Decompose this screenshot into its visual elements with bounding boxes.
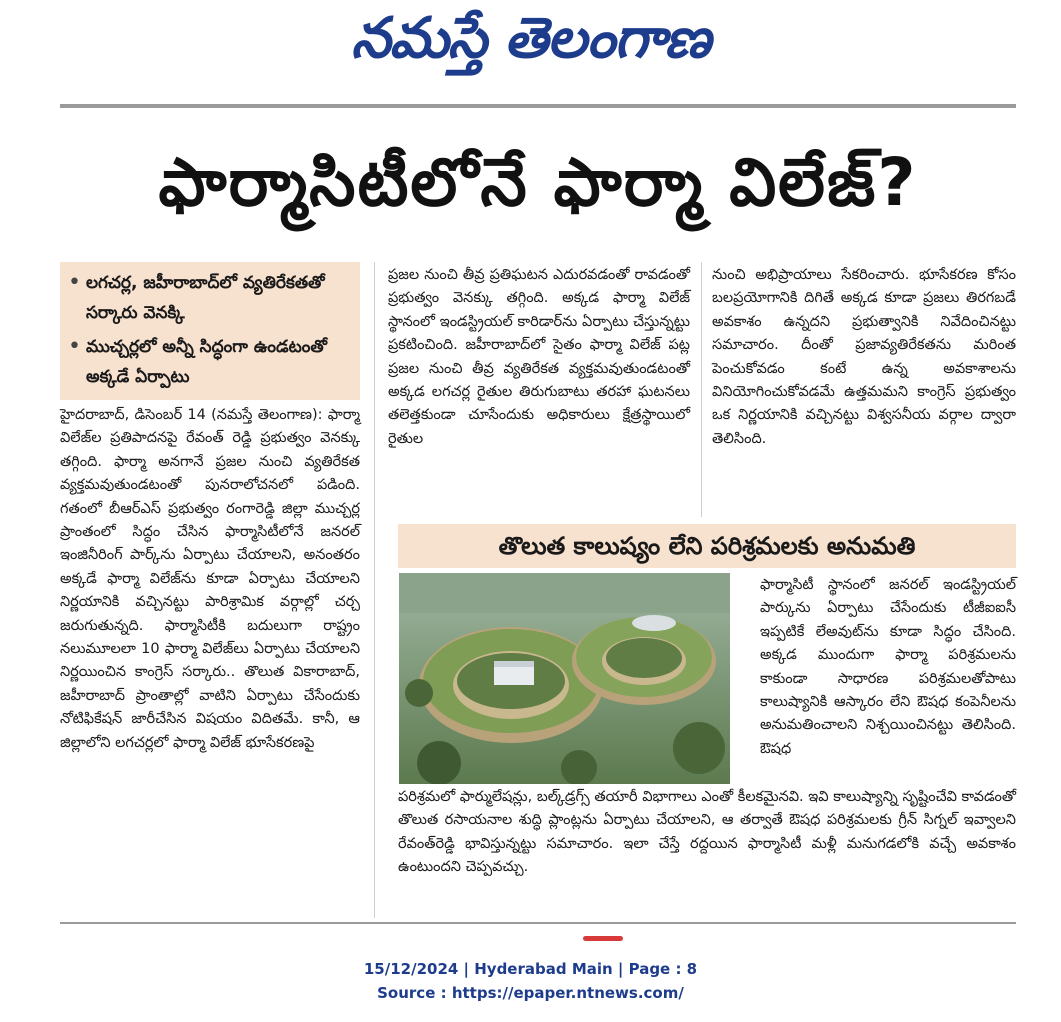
- article-text: హైదరాబాద్, డిసెంబర్ 14 (నమస్తే తెలంగాణ): ఫార్మా విలేజ్‌ల ప్రతిపాదనపై రేవంత్ రెడ్డి ప్రభుత్వం వెనక్కు తగ్గింది. ఫార్మా అనగానే ప్రజల నుంచి వ్యతిరేకత వ్యక్తమవుతుండటంతో పునరాలోచనలో పడింది. గతంలో బీఆర్‌ఎస్ ప్రభుత్వం రంగారెడ్డి జిల్లా ముచ్చర్ల ప్రాంతంలో సిద్ధం చేసిన ఫార్మాసిటీలోనే జనరల్ ఇంజినీరింగ్ పార్క్‌ను ఏర్పాటు చేయాలని, అనంతరం అక్కడే ఫార్మా విలేజ్‌ను కూడా ఏర్పాటు చేయాలని నిర్ణయానికి వచ్చినట్టు పారిశ్రామిక వర్గాల్లో చర్చ జరుగుతున్నది. ఫార్మాసిటీకి బదులుగా రాష్ట్రం నలుమూలలా 10 ఫార్మా విలేజ్‌లు ఏర్పాటు చేయాలని నిర్ణయించిన కాంగ్రెస్ సర్కారు.. తొలుత వికారాబాద్, జహీరాబాద్ ప్రాంతాల్లో వాటిని ఏర్పాటు చేసేందుకు నోటిఫికేషన్ జారీచేసిన విషయం విదితమే. కానీ, ఆ జిల్లాలోని లగచర్లలో ఫార్మా విలేజ్ భూసేకరణపై: [60, 407, 360, 751]
- page-marker: [583, 936, 623, 941]
- bottom-rule: [60, 922, 1016, 924]
- article-text: పరిశ్రమలో ఫార్ములేషన్లు, బల్క్‌డ్రగ్స్ తయారీ విభాగాలు ఎంతో కీలకమైనవి. ఇవి కాలుష్యాన్ని సృష్టించేవి కావడంతో తొలుత రసాయనాల శుద్ధి ప్లాంట్లను ఏర్పాటు చేయాలని, ఆ తర్వాతే ఔషధ పరిశ్రమలకు గ్రీన్ సిగ్నల్ ఇవ్వాలని రేవంత్‌రెడ్డి భావిస్తున్నట్టు సమాచారం. ఇలా చేస్తే రద్దయిన ఫార్మాసిటీ మళ్లీ మనుగడలోకి వచ్చే అవకాశం ఉంటుందని చెప్పవచ్చు.: [398, 789, 1016, 876]
- masthead: [0, 0, 1061, 95]
- highlight-item: [68, 268, 360, 328]
- article-text: నుంచి అభిప్రాయాలు సేకరించారు. భూసేకరణ కోసం బలప్రయోగానికి దిగితే అక్కడ కూడా ప్రజలు తిరగబడే అవకాశం ఉన్నదని ప్రభుత్వానికి నివేదించినట్టు సమాచారం. దీంతో ప్రజావ్యతిరేకతను మరింత పెంచుకోవడం కంటే ఉన్న అవకాశాలను వినియోగించుకోవడమే ఉత్తమమని కాంగ్రెస్ ప్రభుత్వం ఒక నిర్ణయానికి వచ్చినట్టు విశ్వసనీయ వర్గాల ద్వారా తెలిసింది.: [712, 267, 1016, 447]
- article-column-1: [60, 404, 360, 755]
- highlights-box: [60, 262, 360, 400]
- campus-illustration: [399, 573, 730, 784]
- headline: ఫార్మాసిటీలోనే ఫార్మా విలేజ్?: [158, 144, 918, 221]
- subheading: తొలుత కాలుష్యం లేని పరిశ్రమలకు అనుమతి: [398, 524, 1016, 568]
- column-divider: [374, 262, 375, 918]
- sub-article-wide: [398, 786, 1016, 880]
- article-text: ప్రజల నుంచి తీవ్ర ప్రతిఘటన ఎదురవడంతో రావడంతో ప్రభుత్వం వెనక్కు తగ్గింది. అక్కడ ఫార్మా విలేజ్ స్థానంలో ఇండస్ట్రియల్ కారిడార్‌ను ఏర్పాటు చేస్తున్నట్టు ప్రకటించింది. జహీరాబాద్‌లో సైతం ఫార్మా విలేజ్ పట్ల ప్రజల నుంచి తీవ్ర వ్యతిరేకత వ్యక్తమవుతుండటంతో అక్కడ లగచర్ల రైతుల తిరుగుబాటు తరహా ఘటనలు తలెత్తకుండా చూసేందుకు అధికారులు క్షేత్రస్థాయిలో రైతుల: [388, 267, 690, 447]
- masthead-title: నమస్తే తెలంగాణ: [351, 6, 710, 71]
- highlight-item: [68, 332, 360, 392]
- footer-date-line: 15/12/2024 | Hyderabad Main | Page : 8: [363, 960, 698, 978]
- article-text: ఫార్మాసిటీ స్థానంలో జనరల్ ఇండస్ట్రియల్ పార్కును ఏర్పాటు చేసేందుకు టీజీఐఐసీ ఇప్పటికే లేఅవుట్‌ను కూడా సిద్ధం చేసింది. అక్కడ ముందుగా ఫార్మా పరిశ్రమలను కాకుండా సాధారణ పరిశ్రమలతోపాటు కాలుష్యానికి ఆస్కారం లేని ఔషధ కంపెనీలను అనుమతించాలని నిశ్చయించినట్టు తెలిసింది. ఔషధ: [760, 577, 1016, 757]
- column-divider: [701, 262, 702, 517]
- article-column-2: [388, 264, 690, 451]
- highlight-text: ముచ్చర్లలో అన్నీ సిద్ధంగా ఉండటంతో అక్కడే ఏర్పాటు: [86, 337, 327, 387]
- highlight-text: లగచర్ల, జహీరాబాద్‌లో వ్యతిరేకతతో సర్కారు వెనక్కి: [86, 273, 325, 323]
- footer: [0, 957, 1061, 1005]
- aerial-photo: [399, 573, 730, 784]
- bullet-icon: •: [68, 270, 81, 295]
- article-column-3: [712, 264, 1016, 451]
- top-rule: [60, 104, 1016, 108]
- footer-source-line[interactable]: Source : https://epaper.ntnews.com/: [377, 984, 684, 1002]
- bullet-icon: •: [68, 334, 81, 359]
- sub-article-column: [760, 574, 1016, 761]
